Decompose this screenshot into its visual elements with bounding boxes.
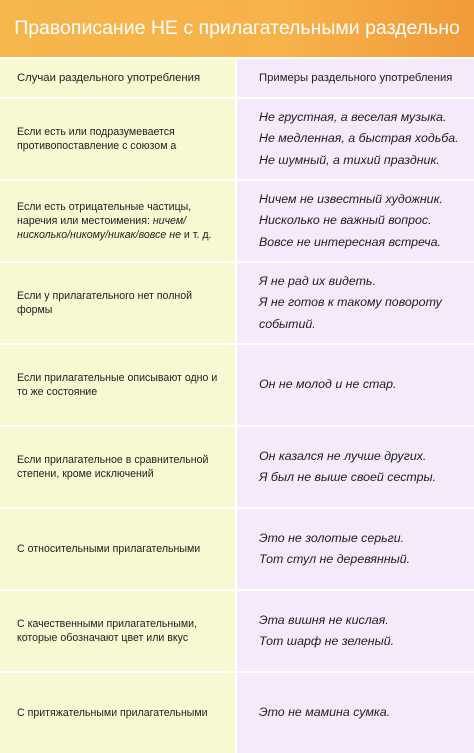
title-banner: [0, 0, 474, 57]
example-text: Тот стул не деревянный.: [259, 552, 411, 566]
table-row: [0, 427, 474, 507]
table-row: [0, 181, 474, 261]
case-text: Если есть отрицательные частицы, наречия или местоимения:: [17, 201, 192, 227]
page-title: Правописание НЕ с прилагательными раздельно: [14, 17, 460, 39]
example-text: Нисколько не важный вопрос.: [259, 213, 432, 228]
example-text: Эта вишня не кислая.: [259, 612, 389, 627]
case-words: ничем/нисколько/никому/никак/вовсе не: [17, 215, 187, 241]
case-cell: Если у прилагательного нет полной формы: [0, 263, 235, 343]
example-text: Тот шарф не зеленый.: [259, 634, 395, 648]
case-cell: С притяжательными прилагательными: [0, 673, 235, 753]
example-text: Не медленная, а быстрая ходьба.: [259, 131, 459, 146]
case-cell: Если есть или подразумевается противопоставление с союзом а: [0, 99, 235, 179]
example-text: Это не золотые серьги.: [259, 530, 405, 545]
header-examples: Примеры раздельного употребления: [237, 59, 474, 97]
case-cell: Если прилагательные описывают одно и то же состояние: [0, 345, 235, 425]
example-text: Ничем не известный художник.: [259, 191, 443, 206]
examples-cell: [237, 345, 474, 425]
examples-cell: [237, 263, 474, 343]
examples-cell: [237, 99, 474, 179]
table-header: [0, 59, 474, 97]
example-text: Вовсе не интересная встреча.: [259, 234, 441, 249]
example-text: Не шумный, а тихий праздник.: [259, 152, 440, 167]
examples-cell: [237, 673, 474, 753]
example-text: Я был не выше своей сестры.: [259, 470, 437, 484]
case-text-tail: и т. д.: [180, 229, 212, 241]
table-row: [0, 673, 474, 753]
case-cell: С качественными прилагательными, которые обозначают цвет или вкус: [0, 591, 235, 671]
example-text: Он не молод и не стар.: [259, 377, 397, 392]
case-cell: [0, 181, 235, 261]
case-cell: Если прилагательное в сравнительной степени, кроме исключений: [0, 427, 235, 507]
examples-cell: [237, 591, 474, 671]
example-text: Он казался не лучше других.: [259, 448, 427, 463]
example-text: Я не готов к такому повороту событий.: [259, 295, 442, 331]
table-row: [0, 509, 474, 589]
example-text: Я не рад их видеть.: [259, 273, 376, 288]
case-cell: С относительными прилагательными: [0, 509, 235, 589]
examples-cell: [237, 181, 474, 261]
table-row: [0, 99, 474, 179]
table-row: [0, 263, 474, 343]
table-row: [0, 591, 474, 671]
example-text: Не грустная, а веселая музыка.: [259, 109, 447, 124]
example-text: Это не мамина сумка.: [259, 705, 391, 720]
examples-cell: [237, 509, 474, 589]
header-cases: Случаи раздельного употребления: [0, 59, 235, 97]
rules-table: [0, 59, 474, 753]
table-row: [0, 345, 474, 425]
examples-cell: [237, 427, 474, 507]
